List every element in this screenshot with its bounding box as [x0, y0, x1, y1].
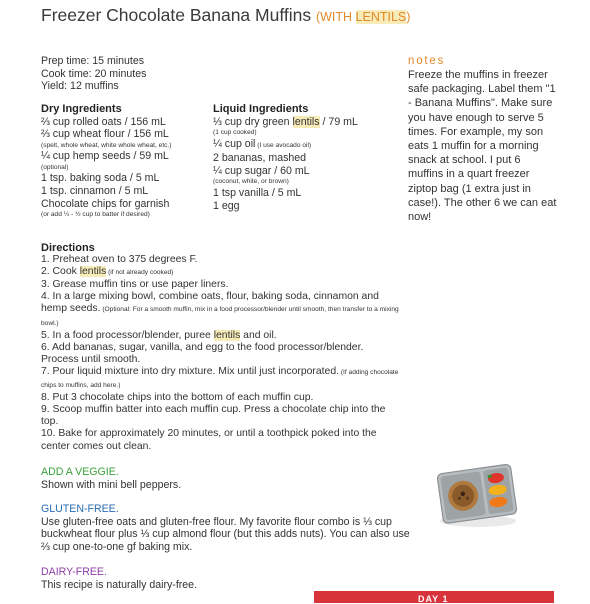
day-banner	[314, 591, 554, 603]
liquid-note: (1 cup cooked)	[213, 129, 257, 137]
liquid-item: 1 tsp vanilla / 5 mL	[213, 186, 302, 199]
veggie-section	[41, 466, 411, 491]
recipe-meta	[41, 55, 146, 93]
dry-note: (spelt, whole wheat, white whole wheat, etc.)	[41, 141, 172, 149]
direction-step: 5. In a food processor/blender, puree lentils and oil.	[41, 329, 277, 341]
liquid-item: 2 bananas, mashed	[213, 152, 307, 165]
recipe-title	[41, 5, 410, 26]
direction-step: 3. Grease muffin tins or use paper liners.	[41, 279, 229, 291]
dry-note: (or add ¼ - ½ cup to batter if desired)	[41, 211, 150, 219]
title-tag: (WITH LENTILS)	[315, 10, 411, 24]
liquid-note: (coconut, white, or brown)	[213, 178, 289, 186]
dry-item: Chocolate chips for garnish	[41, 197, 170, 210]
dry-heading: Dry Ingredients	[41, 103, 122, 115]
cook-time: Cook time: 20 minutes	[41, 67, 147, 80]
title-text: Freezer Chocolate Banana Muffins	[41, 5, 316, 25]
veggie-title: ADD A VEGGIE.	[41, 466, 119, 478]
direction-step: 8. Put 3 chocolate chips into the bottom of each muffin cup.	[41, 392, 314, 404]
liquid-item: ⅓ cup dry green lentils / 79 mL	[213, 115, 358, 128]
liquid-heading: Liquid Ingredients	[213, 103, 309, 115]
liquid-item: 1 egg	[213, 199, 240, 212]
direction-step: 4. In a large mixing bowl, combine oats, flour, baking soda, cinnamon and hemp seeds. (Optional: For a smooth muffin, mix in a food processor/blender until smooth, then transfer to a mixing bowl.)	[41, 291, 399, 327]
dry-item: 1 tsp. baking soda / 5 mL	[41, 172, 160, 185]
dairy-title: DAIRY-FREE.	[41, 566, 107, 578]
direction-step: 6. Add bananas, sugar, vanilla, and egg to the food processor/blender. Process until smooth.	[41, 341, 364, 365]
veggie-body: Shown with mini bell peppers.	[41, 478, 182, 491]
yield: Yield: 12 muffins	[41, 80, 119, 92]
gluten-title: GLUTEN-FREE.	[41, 503, 119, 515]
notes-body: Freeze the muffins in freezer safe packaging. Label them "1 - Banana Muffins". Make sure you have enough to serve 5 times. For example, my son eats 1 muffin for a morning snack at school. I put 6 muffins in a quart freezer ziptop bag (1 extra just in case!). The other 6 we can eat now!	[408, 69, 557, 224]
notes-heading: notes	[408, 55, 446, 67]
directions	[41, 242, 401, 453]
dairy-body: This recipe is naturally dairy-free.	[41, 578, 198, 591]
dairy-section	[41, 566, 411, 591]
direction-step: 2. Cook lentils (if not already cooked)	[41, 266, 174, 278]
dry-item: ¼ cup hemp seeds / 59 mL	[41, 150, 169, 163]
liquid-item: ¼ cup sugar / 60 mL	[213, 164, 310, 177]
notes-panel	[408, 55, 558, 224]
gluten-body: Use gluten-free oats and gluten-free flour. My favorite flour combo is ⅓ cup buckwheat flour plus ⅓ cup almond flour (but this adds nuts). You can also use ⅔ cup one-to-one gf baking mix.	[41, 515, 410, 553]
direction-step: 1. Preheat oven to 375 degrees F.	[41, 254, 198, 266]
day-banner-label: DAY 1	[418, 594, 449, 604]
dry-ingredients	[41, 103, 216, 220]
dry-note: (optional)	[41, 163, 69, 171]
dry-item: 1 tsp. cinnamon / 5 mL	[41, 184, 149, 197]
directions-heading: Directions	[41, 242, 95, 254]
dry-item: ⅔ cup rolled oats / 156 mL	[41, 115, 166, 128]
liquid-ingredients	[213, 103, 398, 212]
dry-item: ⅔ cup wheat flour / 156 mL	[41, 128, 169, 141]
direction-step: 10. Bake for approximately 20 minutes, or until a toothpick poked into the center comes out clean.	[41, 428, 377, 452]
gluten-section	[41, 503, 411, 553]
direction-step: 7. Pour liquid mixture into dry mixture. Mix until just incorporated. (If adding chocolate chips to muffins, add here.)	[41, 365, 399, 390]
title-highlight: LENTILS	[355, 10, 407, 24]
prep-time: Prep time: 15 minutes	[41, 55, 145, 67]
direction-step: 9. Scoop muffin batter into each muffin cup. Press a chocolate chip into the top.	[41, 404, 386, 428]
lunchbox-photo	[432, 459, 520, 529]
liquid-item: ¼ cup oil (I use avocado oil)	[213, 137, 312, 150]
